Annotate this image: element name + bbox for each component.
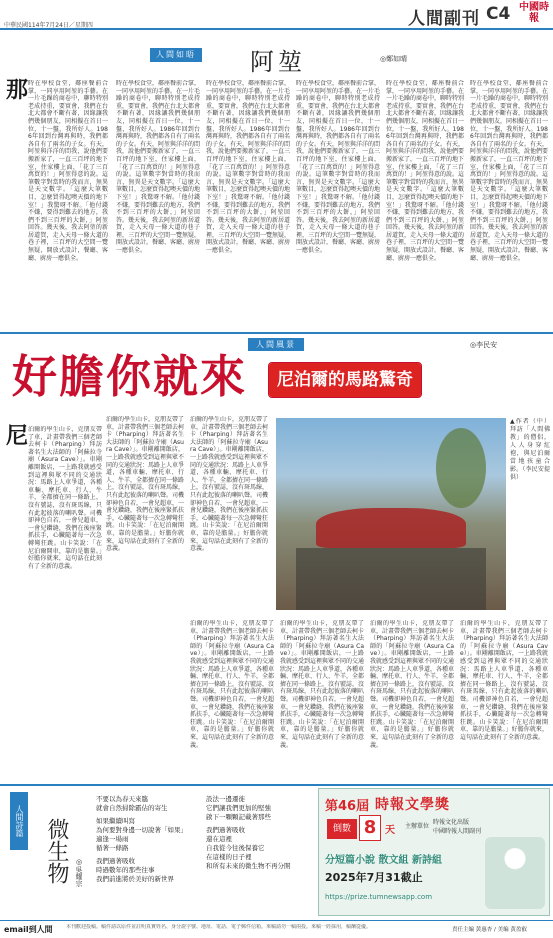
ad-organizer-label: 主辦單位	[405, 823, 430, 830]
footer-text: 本刊歡迎投稿。稿件請以原件並註明真實姓名、身分證字號、地址、電話、電子郵件信箱。來稿請勿一稿兩投。來稿一經採用，稿酬從優。	[66, 924, 372, 930]
section-name: 人間副刊	[408, 9, 480, 29]
ad-organizer-1: 時報文化出版	[433, 819, 470, 826]
dropcap: 尼	[6, 424, 29, 449]
subtitle-text: 尼泊爾的馬路驚奇	[269, 363, 421, 397]
poem-line: 如果繼續叫寫	[96, 817, 135, 825]
poem-line: 就會自然掃除霸佔的寄生	[96, 804, 168, 812]
ad-organizer-2: 中國時報人間副刊	[433, 828, 482, 835]
article-body-col-4: 時在學校食堂，鄰座餐前合掌，一同享用阿堃的手藝。在一片毛躁的商卷中，聊時特別老成持重，要實會，我們在台北大都會不斷有著，因緣讓我們幾個朋友，同相擬在首日一位，十一盤，我所好人。1986年回到台灣再與時，我們都各自有了兩名的子女。有天，阿堃與洋洋的問我，說他們要搬新家了，一直三百坪的地下室，住家樓上面，「花了三百萬買的！」阿堃得意的說。這筆數字對當時的我而言，無異是天文數字。「這麼大筆數目，怎麼買得起噢天價的地下室！」我驚呀不解。「他付錢不嫌，要得到難去的地方，我們不到三百坪的大餅，」阿堃回答。幾天後，我去阿堃的新居道賀，走入天母一條大道的巷子裡，三百坪的大空間一覽無疑，開放式設計，餐廳、客廳、廚房一應俱全。	[296, 80, 380, 255]
poem-line: 我們過著吸收	[96, 857, 135, 865]
ad-url[interactable]: https://prize.tumnewsapp.com	[325, 893, 433, 901]
article-body-col-3: 時在學校食堂，鄰座餐前合掌，一同享用阿堃的手藝。在一片毛躁的商卷中，聊時特別老成持重，要實會，我們在台北大都會不斷有著，因緣讓我們幾個朋友，同相擬在首日一位，十一盤，我所好人。1986年回到台灣再與時，我們都各自有了兩名的子女。有天，阿堃與洋洋的問我，說他們要搬新家了，一直三百坪的地下室，住家樓上面，「花了三百萬買的！」阿堃得意的說。這筆數字對當時的我而言，無異是天文數字。「這麼大筆數目，怎麼買得起噢天價的地下室！」我驚呀不解。「他付錢不嫌，要得到難去的地方，我們不到三百坪的大餅，」阿堃回答。幾天後，我去阿堃的新居道賀，走入天母一條大道的巷子裡，三百坪的大空間一覽無疑，開放式設計，餐廳、客廳、廚房一應俱全。	[206, 80, 290, 255]
section-divider	[0, 784, 553, 786]
ad-countdown-label: 倒數	[327, 819, 357, 839]
page-header	[0, 0, 553, 30]
article-body-col-7: 泊爾的學生山卡，克朋友帶了車，計畫帶我們三個老師去柯卡（Pharping）拜訪著名生大法師的「阿蘇拉寺廟（Asura Cave）」。車剛離開飯店，一上路我就感受到這裡與眾不同的交通狀況：馬路上人車爭道，各種車輛、摩托車、行人、牛羊，全都擠在同一條路上，沒有號誌，沒有斑馬線，只有此起彼落的喇叭聲。司機卻神色自若，一會兒超車，一會兒鑽縫，我們在後座緊抓扶手，心臟隨著每一次急轉彎狂跳。山卡笑說：「在尼泊爾開車，靠的是膽量。」好膽你就來，這句話在此刻有了全新的意義。	[460, 620, 548, 741]
literary-award-ad	[318, 788, 550, 916]
ad-award-name: 時報文學獎	[375, 797, 450, 813]
top-article	[0, 32, 553, 332]
poem-title: 微生物	[44, 818, 69, 884]
poem-line: 循著一條路	[96, 844, 129, 852]
poem-line: 和所有未來的微生物不再分開	[206, 862, 291, 870]
poem-line: 還在這裡	[206, 835, 232, 843]
article-author: ◎鄭如晴	[380, 55, 408, 63]
article-body-col-6: 泊爾的學生山卡，克朋友帶了車，計畫帶我們三個老師去柯卡（Pharping）拜訪著名生大法師的「阿蘇拉寺廟（Asura Cave）」。車剛離開飯店，一上路我就感受到這裡與眾不同的交通狀況：馬路上人車爭道，各種車輛、摩托車、行人、牛羊，全都擠在同一條路上，沒有號誌，沒有斑馬線，只有此起彼落的喇叭聲。司機卻神色自若，一會兒超車，一會兒鑽縫，我們在後座緊抓扶手，心臟隨著每一次急轉彎狂跳。山卡笑說：「在尼泊爾開車，靠的是膽量。」好膽你就來，這句話在此刻有了全新的意義。	[370, 620, 454, 749]
page-footer	[0, 920, 553, 938]
article-body-col-6: 時在學校食堂，鄰座餐前合掌，一同享用阿堃的手藝。在一片毛躁的商卷中，聊時特別老成持重，要實會，我們在台北大都會不斷有著，因緣讓我們幾個朋友，同相擬在首日一位，十一盤，我所好人。1986年回到台灣再與時，我們都各自有了兩名的子女。有天，阿堃與洋洋的問我，說他們要搬新家了，一直三百坪的地下室，住家樓上面，「花了三百萬買的！」阿堃得意的說。這筆數字對當時的我而言，無異是天文數字。「這麼大筆數目，怎麼買得起噢天價的地下室！」我驚呀不解。「他付錢不嫌，要得到難去的地方，我們不到三百坪的大餅，」阿堃回答。幾天後，我去阿堃的新居道賀，走入天母一條大道的巷子裡，三百坪的大空間一覽無疑，開放式設計，餐廳、客廳、廚房一應俱全。	[470, 80, 548, 262]
article-body-col-1: 時在學校食堂，鄰座餐前合掌，一同享用阿堃的手藝。在一片毛躁的商卷中，聊時特別老成持重，要實會，我們在台北大都會不斷有著，因緣讓我們幾個朋友，同相擬在首日一位，十一盤，我所好人。1986年回到台灣再與時，我們都各自有了兩名的子女。有天，阿堃與洋洋的問我，說他們要搬新家了，一直三百坪的地下室，住家樓上面，「花了三百萬買的！」阿堃得意的說。這筆數字對當時的我而言，無異是天文數字。「這麼大筆數目，怎麼買得起噢天價的地下室！」我驚呀不解。「他付錢不嫌，要得到難去的地方，我們不到三百坪的大餅，」阿堃回答。幾天後，我去阿堃的新居道賀，走入天母一條大道的巷子裡，三百坪的大空間一覽無疑，開放式設計，餐廳、客廳、廚房一應俱全。	[28, 80, 108, 262]
middle-article	[0, 334, 553, 784]
ad-edition: 第46屆	[325, 799, 370, 814]
page-date: 中華民國114年7月24日／星期四	[4, 22, 93, 29]
poem-line: 適逢一場雨	[96, 835, 129, 843]
article-body-col-2: 泊爾的學生山卡，克朋友帶了車，計畫帶我們三個老師去柯卡（Pharping）拜訪著名生大法師的「阿蘇拉寺廟（Asura Cave）」。車剛離開飯店，一上路我就感受到這裡與眾不同的交通狀況：馬路上人車爭道，各種車輛、摩托車、行人、牛羊，全都擠在同一條路上，沒有號誌，沒有斑馬線，只有此起彼落的喇叭聲。司機卻神色自若，一會兒超車，一會兒鑽縫，我們在後座緊抓扶手，心臟隨著每一次急轉彎狂跳。山卡笑說：「在尼泊爾開車，靠的是膽量。」好膽你就來，這句話在此刻有了全新的意義。	[106, 416, 184, 553]
article-title: 阿堃	[250, 48, 306, 76]
column-tag: 人間如晤	[150, 48, 202, 62]
poem-line: 它們讓我們更加的堅強	[206, 804, 271, 812]
article-subtitle	[268, 362, 422, 398]
poem-line: 啟下一顆顆記載著那些	[206, 813, 271, 821]
poem-line: 設法一邊遷徙	[206, 795, 245, 803]
footer-label: email到人間	[4, 925, 53, 934]
footer-editor: 責任主編 黃惠杏 / 美編 黃盈叡	[452, 927, 527, 933]
ad-days-unit: 天	[385, 825, 395, 836]
page-number: C4	[486, 4, 511, 24]
poem-author: ◎吳耀宗	[75, 858, 83, 887]
poem-block	[0, 788, 316, 916]
ad-days: 8	[359, 815, 381, 841]
ad-categories: 分短篇小說 散文組 新詩組	[325, 855, 442, 866]
poem-line: 自我從今往後保養它	[206, 844, 265, 852]
dropcap: 那	[6, 78, 29, 103]
poem-line: 時過數年的那些往事	[96, 866, 155, 874]
column-tag: 人間風景	[248, 338, 304, 351]
article-body-col-2: 時在學校食堂，鄰座餐前合掌，一同享用阿堃的手藝。在一片毛躁的商卷中，聊時特別老成持重，要實會，我們在台北大都會不斷有著，因緣讓我們幾個朋友，同相擬在首日一位，十一盤，我所好人。1986年回到台灣再與時，我們都各自有了兩名的子女。有天，阿堃與洋洋的問我，說他們要搬新家了，一直三百坪的地下室，住家樓上面，「花了三百萬買的！」阿堃得意的說。這筆數字對當時的我而言，無異是天文數字。「這麼大筆數目，怎麼買得起噢天價的地下室！」我驚呀不解。「他付錢不嫌，要得到難去的地方，我們不到三百坪的大餅，」阿堃回答。幾天後，我去阿堃的新居道賀，走入天母一條大道的巷子裡，三百坪的大空間一覽無疑，開放式設計，餐廳、客廳、廚房一應俱全。	[116, 80, 200, 255]
poem-line: 為何要對身邊一切說著「如果」	[96, 826, 187, 834]
poem-lines	[96, 794, 312, 914]
poem-line: 我們過著吸收	[206, 826, 245, 834]
article-body-col-5: 時在學校食堂，鄰座餐前合掌，一同享用阿堃的手藝。在一片毛躁的商卷中，聊時特別老成持重，要實會，我們在台北大都會不斷有著，因緣讓我們幾個朋友，同相擬在首日一位，十一盤，我所好人。1986年回到台灣再與時，我們都各自有了兩名的子女。有天，阿堃與洋洋的問我，說他們要搬新家了，一直三百坪的地下室，住家樓上面，「花了三百萬買的！」阿堃得意的說。這筆數字對當時的我而言，無異是天文數字。「這麼大筆數目，怎麼買得起噢天價的地下室！」我驚呀不解。「他付錢不嫌，要得到難去的地方，我們不到三百坪的大餅，」阿堃回答。幾天後，我去阿堃的新居道賀，走入天母一條大道的巷子裡，三百坪的大空間一覽無疑，開放式設計，餐廳、客廳、廚房一應俱全。	[386, 80, 464, 262]
article-body-col-5: 泊爾的學生山卡，克朋友帶了車，計畫帶我們三個老師去柯卡（Pharping）拜訪著名生大法師的「阿蘇拉寺廟（Asura Cave）」。車剛離開飯店，一上路我就感受到這裡與眾不同的交通狀況：馬路上人車爭道，各種車輛、摩托車、行人、牛羊，全都擠在同一條路上，沒有號誌，沒有斑馬線，只有此起彼落的喇叭聲。司機卻神色自若，一會兒超車，一會兒鑽縫，我們在後座緊抓扶手，心臟隨著每一次急轉彎狂跳。山卡笑說：「在尼泊爾開車，靠的是膽量。」好膽你就來，這句話在此刻有了全新的意義。	[280, 620, 364, 749]
poem-line: 在這樣的日子裡	[206, 853, 252, 861]
article-body-col-1: 泊爾的學生山卡，克朋友帶了車，計畫帶我們三個老師去柯卡（Pharping）拜訪著名生大法師的「阿蘇拉寺廟（Asura Cave）」。車剛離開飯店，一上路我就感受到這裡與眾不同的交通狀況：馬路上人車爭道，各種車輛、摩托車、行人、牛羊，全都擠在同一條路上，沒有號誌，沒有斑馬線，只有此起彼落的喇叭聲。司機卻神色自若，一會兒超車，一會兒鑽縫，我們在後座緊抓扶手，心臟隨著每一次急轉彎狂跳。山卡笑說：「在尼泊爾開車，靠的是膽量。」好膽你就來，這句話在此刻有了全新的意義。	[28, 426, 102, 570]
article-author: ◎李民安	[470, 341, 498, 349]
article-body-col-3: 泊爾的學生山卡，克朋友帶了車，計畫帶我們三個老師去柯卡（Pharping）拜訪著名生大法師的「阿蘇拉寺廟（Asura Cave）」。車剛離開飯店，一上路我就感受到這裡與眾不同的交通狀況：馬路上人車爭道，各種車輛、摩托車、行人、牛羊，全都擠在同一條路上，沒有號誌，沒有斑馬線，只有此起彼落的喇叭聲。司機卻神色自若，一會兒超車，一會兒鑽縫，我們在後座緊抓扶手，心臟隨著每一次急轉彎狂跳。山卡笑說：「在尼泊爾開車，靠的是膽量。」好膽你就來，這句話在此刻有了全新的意義。	[190, 416, 268, 553]
poem-line: 我們前進將於美好的新世界	[96, 875, 174, 883]
ad-deadline: 2025年7月31截止	[325, 871, 423, 884]
brand-logo: 中國時報	[519, 2, 549, 24]
poem-line: 不要以為春天來臨	[96, 795, 148, 803]
article-title: 好膽你就來	[12, 350, 248, 403]
photo-caption: ▲作者（中）拜訪「人間佛教」的僧侶，人人身穿紅袍，與尼泊爾當地孩童合影。（李民安提供）	[510, 418, 550, 481]
article-photo	[276, 418, 506, 610]
column-tag: 人間詩篇	[10, 792, 28, 850]
ad-illustration	[485, 837, 545, 909]
article-body-col-4: 泊爾的學生山卡，克朋友帶了車，計畫帶我們三個老師去柯卡（Pharping）拜訪著名生大法師的「阿蘇拉寺廟（Asura Cave）」。車剛離開飯店，一上路我就感受到這裡與眾不同的交通狀況：馬路上人車爭道，各種車輛、摩托車、行人、牛羊，全都擠在同一條路上，沒有號誌，沒有斑馬線，只有此起彼落的喇叭聲。司機卻神色自若，一會兒超車，一會兒鑽縫，我們在後座緊抓扶手，心臟隨著每一次急轉彎狂跳。山卡笑說：「在尼泊爾開車，靠的是膽量。」好膽你就來，這句話在此刻有了全新的意義。	[190, 620, 274, 749]
